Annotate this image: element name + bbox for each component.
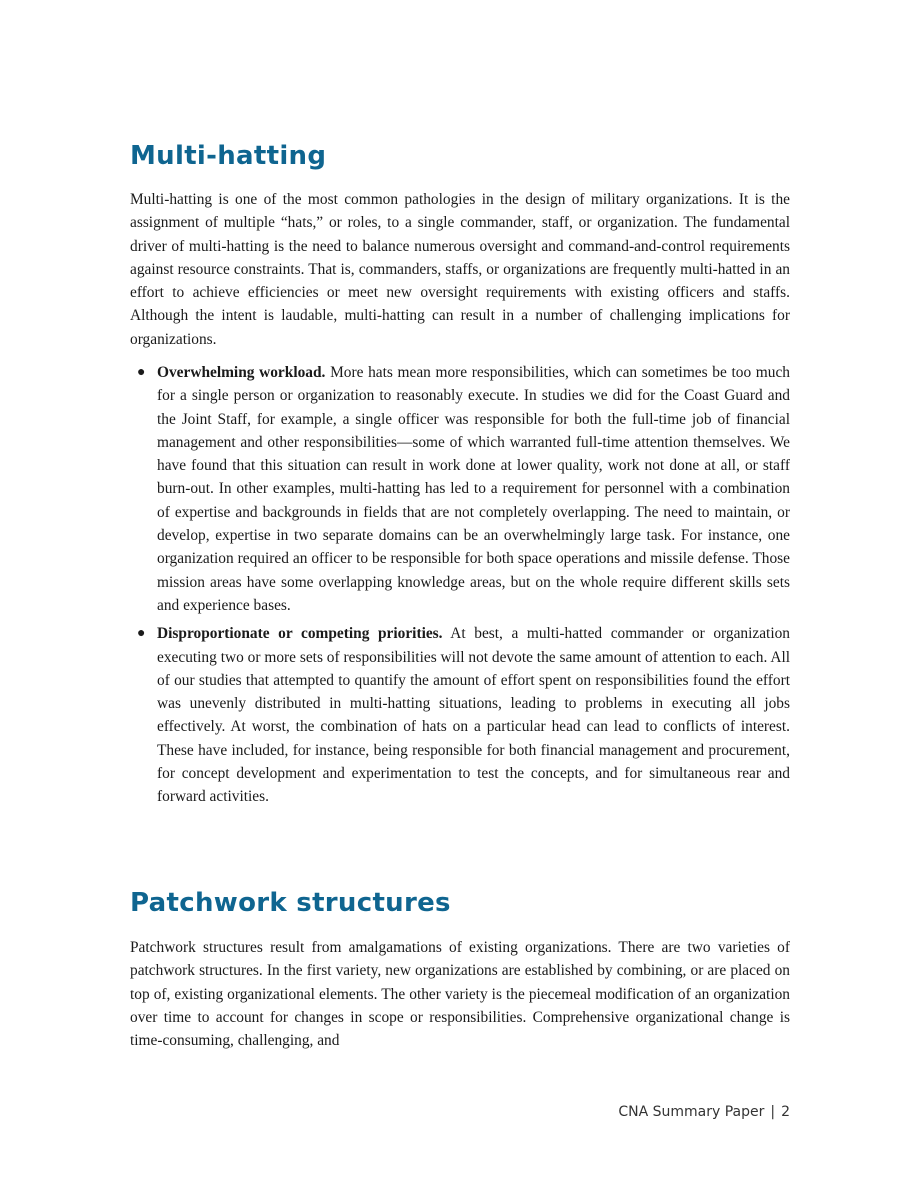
bullet-icon: ● bbox=[137, 365, 146, 380]
list-item bbox=[130, 622, 790, 808]
page-number: 2 bbox=[781, 1104, 790, 1120]
paragraph-patchwork-intro: Patchwork structures result from amalgamations of existing organizations. There are two varieties of patchwork structures. In the first variety, new organizations are established by combining, or are placed on top of, existing organizational elements. The other variety is the piecemeal modification of an organization over time to account for changes in scope or responsibilities. Comprehensive organizational change is time-consuming, challenging, and bbox=[130, 939, 790, 1050]
bullet-lead: Disproportionate or competing priorities. bbox=[157, 625, 443, 643]
paragraph-multi-hatting-intro: Multi-hatting is one of the most common pathologies in the design of military organizations. It is the assignment of multiple “hats,” or roles, to a single commander, staff, or organization. The fundamental driver of multi-hatting is the need to balance numerous oversight and command-and-control requirements against resource constraints. That is, commanders, staffs, or organizations are frequently multi-hatted in an effort to achieve efficiencies or meet new oversight requirements with existing officers and staffs. Although the intent is laudable, multi-hatting can result in a number of challenging implications for organizations. bbox=[130, 191, 790, 348]
footer-title: CNA Summary Paper bbox=[618, 1104, 765, 1120]
bullet-icon: ● bbox=[137, 626, 146, 642]
footer-separator: | bbox=[770, 1104, 776, 1120]
bullet-text: At best, a multi-hatted commander or organization executing two or more sets of responsibilities will not devote the same amount of attention to each. All of our studies that attempted to quantify the amount of effort spent on responsibilities found the effort was unevenly distributed in multi-hatting situations, leading to problems in executing all jobs effectively. At worst, the combination of hats on a particular head can lead to conflicts of interest. These have included, for instance, being responsible for both financial management and procurement, for concept development and experimentation to test the concepts, and for simultaneous rear and forward activities. bbox=[157, 625, 790, 806]
section-heading-multi-hatting: Multi-hatting bbox=[130, 141, 327, 171]
bullet-text: More hats mean more responsibilities, which can sometimes be too much for a single person or organization to reasonably execute. In studies we did for the Coast Guard and the Joint Staff, for example, a single officer was responsible for both the full-time job of financial management and other responsibilities—some of which warranted full-time attention themselves. We have found that this situation can result in work done at lower quality, work not done at all, or staff burn-out. In other examples, multi-hatting has led to a requirement for personnel with a combination of expertise and backgrounds in fields that are not completely overlapping. The need to maintain, or develop, expertise in two separate domains can be an overwhelmingly large task. For instance, one organization required an officer to be responsible for both space operations and missile defense. Those mission areas have some overlapping knowledge areas, but on the whole require different skills sets and experience bases. bbox=[157, 364, 790, 614]
bullet-lead: Overwhelming workload. bbox=[157, 364, 326, 381]
bullet-list bbox=[130, 361, 790, 814]
page-footer bbox=[618, 1104, 790, 1120]
list-item bbox=[130, 361, 790, 617]
section-heading-patchwork-structures: Patchwork structures bbox=[130, 888, 451, 918]
